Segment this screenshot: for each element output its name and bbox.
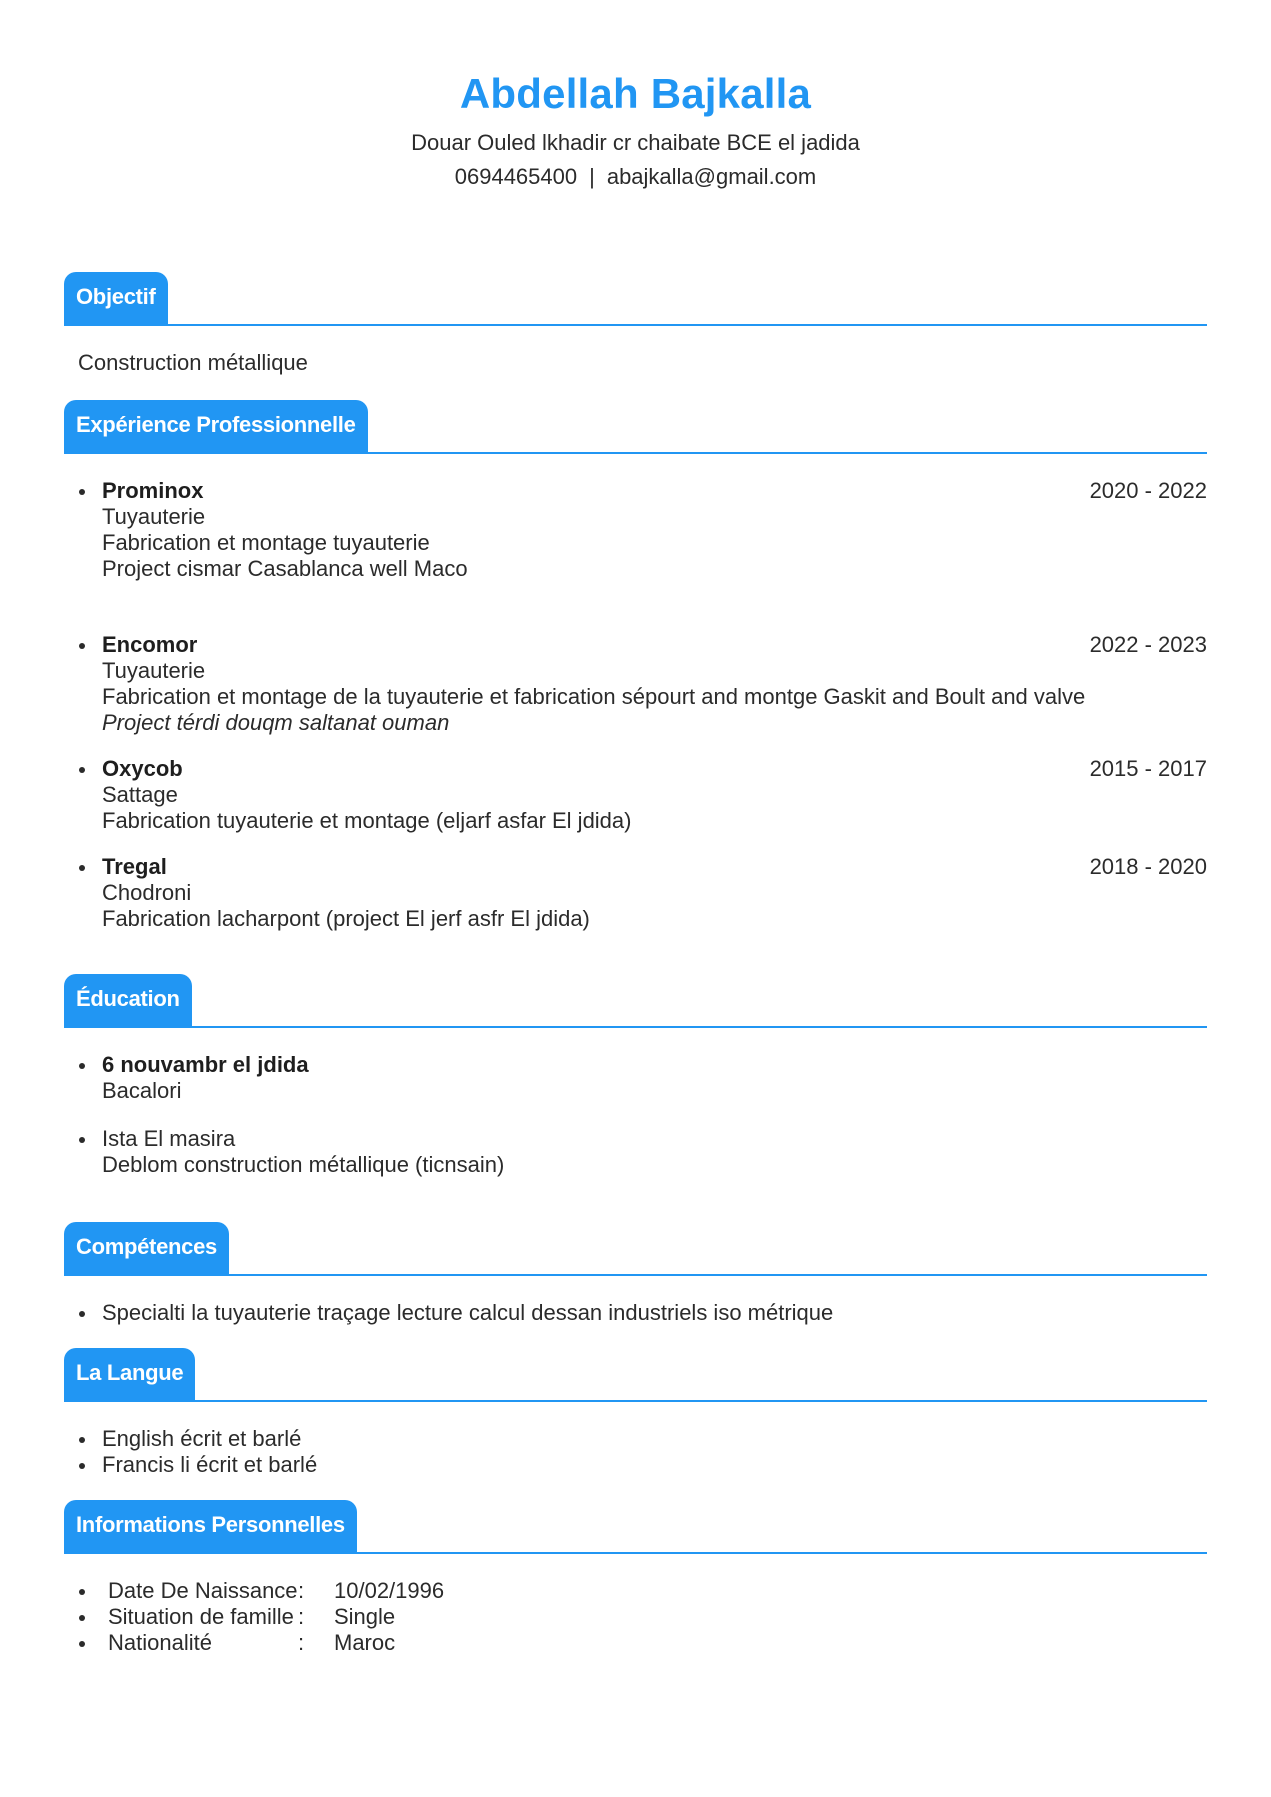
info-label: Situation de famille xyxy=(108,1604,294,1629)
job-project: Project cismar Casablanca well Maco xyxy=(102,556,468,581)
section-personal-info xyxy=(64,1500,1207,1664)
candidate-address: Douar Ouled lkhadir cr chaibate BCE el jadida xyxy=(411,130,860,155)
personal-info-item xyxy=(64,1630,1207,1656)
experience-heading xyxy=(102,478,1207,504)
info-colon: : xyxy=(298,1604,305,1629)
job-description: Fabrication et montage de la tuyauterie et fabrication sépourt and montge Gaskit and Boult and valve xyxy=(102,684,1086,709)
section-divider xyxy=(64,324,1207,326)
candidate-name: Abdellah Bajkalla xyxy=(459,70,812,117)
date-range: 2022 - 2023 xyxy=(1089,632,1207,657)
language-item: English écrit et barlé xyxy=(64,1426,1207,1452)
phone-number: 0694465400 xyxy=(454,164,578,189)
company-name: Tregal xyxy=(102,854,167,879)
info-label: Date De Naissance xyxy=(108,1578,298,1603)
section-experience xyxy=(64,400,1207,960)
section-divider xyxy=(64,1552,1207,1554)
date-range: 2018 - 2020 xyxy=(1089,854,1207,879)
experience-item xyxy=(64,478,1207,582)
job-role: Sattage xyxy=(102,782,178,807)
section-langue xyxy=(64,1348,1207,1486)
experience-heading xyxy=(102,756,1207,782)
education-item xyxy=(64,1052,1207,1104)
section-divider xyxy=(64,1400,1207,1402)
resume-header xyxy=(0,0,1271,190)
section-competences xyxy=(64,1222,1207,1334)
resume-content xyxy=(64,272,1207,1678)
section-title: Informations Personnelles xyxy=(64,1500,357,1552)
school-name: 6 nouvambr el jdida xyxy=(102,1052,309,1077)
contact-separator: | xyxy=(589,164,595,189)
personal-info-list xyxy=(64,1554,1207,1664)
skills-list xyxy=(64,1276,1207,1334)
section-divider xyxy=(64,1026,1207,1028)
school-name: Ista El masira xyxy=(102,1126,236,1151)
company-name: Oxycob xyxy=(102,756,183,781)
degree-name: Deblom construction métallique (ticnsain) xyxy=(102,1152,505,1177)
education-item xyxy=(64,1126,1207,1178)
date-range: 2020 - 2022 xyxy=(1089,478,1207,503)
email-address: abajkalla@gmail.com xyxy=(606,164,817,189)
personal-info-item xyxy=(64,1578,1207,1604)
degree-name: Bacalori xyxy=(102,1078,182,1103)
section-header xyxy=(64,1500,1207,1554)
job-description: Fabrication lacharpont (project El jerf asfr El jdida) xyxy=(102,906,590,931)
section-title: Objectif xyxy=(64,272,168,324)
section-divider xyxy=(64,1274,1207,1276)
job-description: Fabrication tuyauterie et montage (eljarf asfar El jdida) xyxy=(102,808,632,833)
section-title: La Langue xyxy=(64,1348,195,1400)
section-header xyxy=(64,1348,1207,1402)
experience-item xyxy=(64,632,1207,736)
info-value: 10/02/1996 xyxy=(334,1578,445,1603)
company-name: Prominox xyxy=(102,478,204,503)
section-title: Éducation xyxy=(64,974,192,1026)
section-divider xyxy=(64,452,1207,454)
section-header xyxy=(64,400,1207,454)
date-range: 2015 - 2017 xyxy=(1089,756,1207,781)
section-education xyxy=(64,974,1207,1208)
section-header xyxy=(64,1222,1207,1276)
info-colon: : xyxy=(298,1578,305,1603)
info-value: Maroc xyxy=(334,1630,396,1655)
experience-list xyxy=(64,454,1207,960)
info-value: Single xyxy=(334,1604,396,1629)
info-colon: : xyxy=(298,1630,305,1655)
job-description: Fabrication et montage tuyauterie xyxy=(102,530,430,555)
experience-heading xyxy=(102,854,1207,880)
experience-item xyxy=(64,854,1207,932)
section-title: Compétences xyxy=(64,1222,229,1274)
objectif-text: Construction métallique xyxy=(78,350,308,375)
section-header xyxy=(64,974,1207,1028)
section-header xyxy=(64,272,1207,326)
section-title: Expérience Professionnelle xyxy=(64,400,368,452)
skill-item: Specialti la tuyauterie traçage lecture calcul dessan industriels iso métrique xyxy=(64,1300,1207,1326)
contact-line xyxy=(0,164,1271,190)
job-role: Chodroni xyxy=(102,880,192,905)
company-name: Encomor xyxy=(102,632,198,657)
experience-item xyxy=(64,756,1207,834)
job-role: Tuyauterie xyxy=(102,504,206,529)
section-objectif xyxy=(64,272,1207,386)
job-project: Project térdi douqm saltanat ouman xyxy=(102,710,450,735)
language-item: Francis li écrit et barlé xyxy=(64,1452,1207,1478)
experience-heading xyxy=(102,632,1207,658)
info-label: Nationalité xyxy=(108,1630,212,1655)
education-list xyxy=(64,1028,1207,1208)
language-list xyxy=(64,1402,1207,1486)
personal-info-item xyxy=(64,1604,1207,1630)
job-role: Tuyauterie xyxy=(102,658,206,683)
